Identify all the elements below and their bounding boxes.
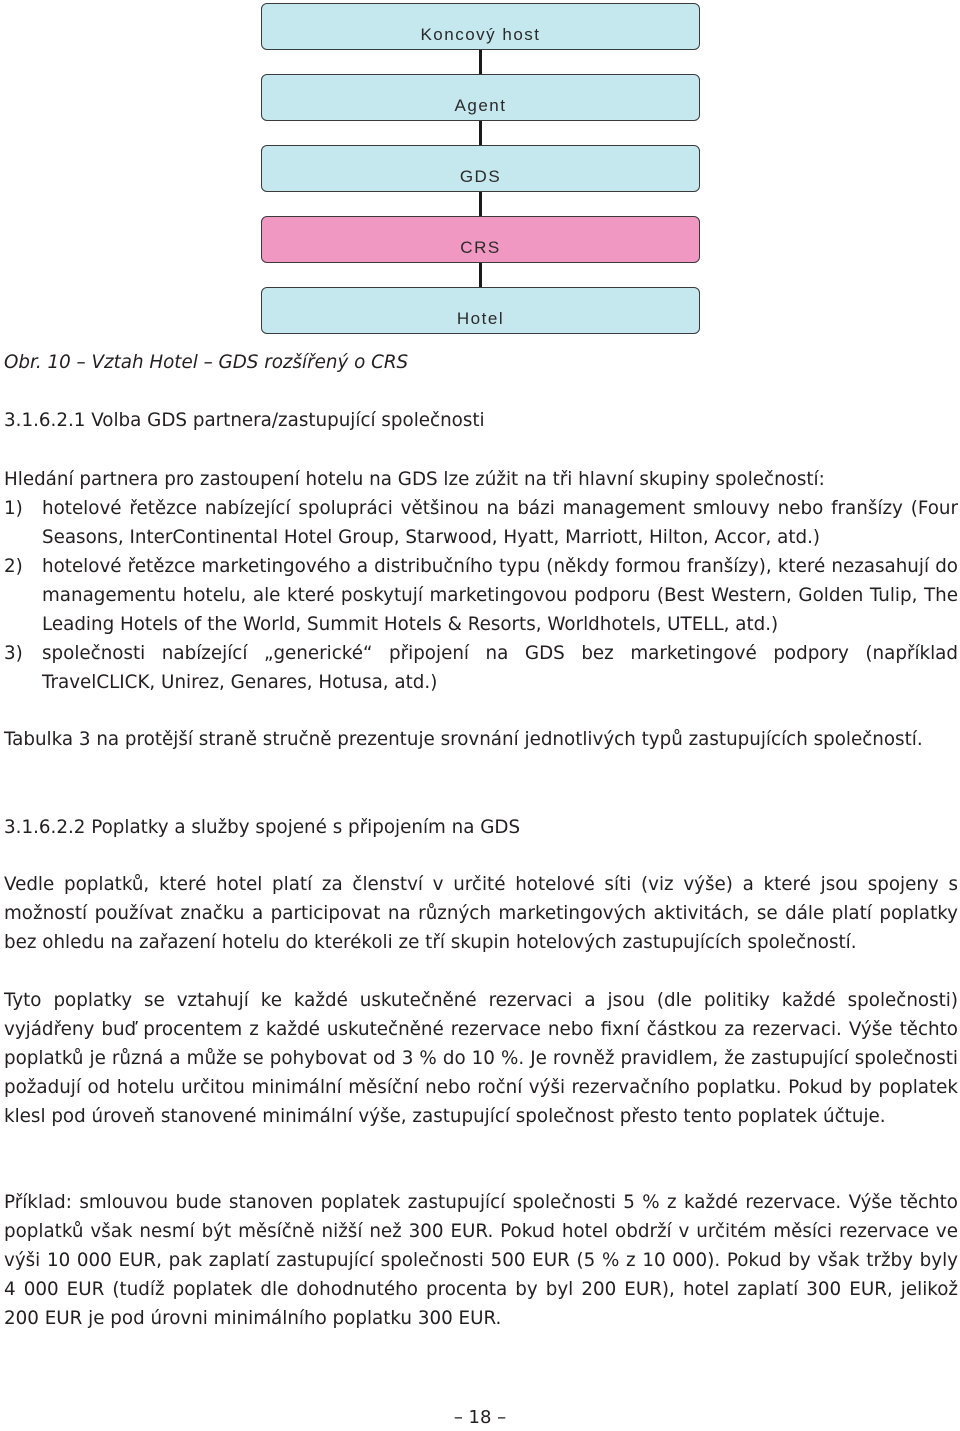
diagram-box-gds bbox=[261, 145, 700, 192]
diagram-box-label: Agent bbox=[454, 96, 507, 115]
diagram-connector bbox=[479, 192, 482, 216]
company-groups-list bbox=[4, 494, 958, 697]
diagram-box-crs bbox=[261, 216, 700, 263]
list-item-number: 3) bbox=[4, 643, 23, 664]
diagram-box-hotel bbox=[261, 287, 700, 334]
diagram-box-label: GDS bbox=[459, 167, 502, 186]
diagram-connector bbox=[479, 263, 482, 287]
figure-caption: Obr. 10 – Vztah Hotel – GDS rozšířený o CRS bbox=[4, 352, 409, 373]
intro-paragraph: Hledání partnera pro zastoupení hotelu na GDS lze zúžit na tři hlavní skupiny společností: bbox=[4, 469, 825, 490]
list-item-number: 1) bbox=[4, 498, 23, 519]
diagram-connector bbox=[479, 121, 482, 145]
diagram-box-label: Hotel bbox=[456, 309, 505, 328]
diagram-connector bbox=[479, 50, 482, 74]
list-item-number: 2) bbox=[4, 556, 23, 577]
diagram-box-label: CRS bbox=[460, 238, 501, 257]
example-paragraph: Příklad: smlouvou bude stanoven poplatek zastupující společnosti 5 % z každé rezervace. Výše těchto poplatků však nesmí být měsíčně nižší než 300 EUR. Pokud hotel obdrží v určitém měsíci rezervace ve výši 10 000 EUR, pak zaplatí zastupující společnosti 500 EUR (5 % z 10 000). Pokud by však tržby byly 4 000 EUR (tudíž poplatek dle dohodnutého procenta by byl 200 EUR), hotel zaplatí 300 EUR, jelikož 200 EUR je pod úrovni minimálního poplatku 300 EUR. bbox=[4, 1192, 958, 1329]
list-item bbox=[4, 494, 958, 552]
table-reference-paragraph: Tabulka 3 na protější straně stručně prezentuje srovnání jednotlivých typů zastupujících společností. bbox=[4, 729, 923, 750]
hierarchy-diagram bbox=[0, 0, 960, 340]
list-item-text: hotelové řetězce marketingového a distribučního typu (někdy formou franšízy), které nezasahují do managementu hotelu, ale které poskytují marketingovou podporu (Best Western, Golden Tulip, The Leading Hotels of the World, Summit Hotels & Resorts, Worldhotels, UTELL, atd.) bbox=[42, 556, 958, 635]
list-item-text: společnosti nabízející „generické“ připojení na GDS bez marketingové podpory (například TravelCLICK, Unirez, Genares, Hotusa, atd.) bbox=[42, 643, 958, 693]
section-heading: 3.1.6.2.1 Volba GDS partnera/zastupující společnosti bbox=[4, 410, 485, 431]
body-paragraph: Vedle poplatků, které hotel platí za členství v určité hotelové síti (viz výše) a které jsou spojeny s možností používat značku a participovat na různých marketingových aktivitách, se dále platí poplatky bez ohledu na zařazení hotelu do kterékoli ze tří skupin hotelových zastupujících společností. bbox=[4, 874, 958, 953]
list-item bbox=[4, 639, 958, 697]
page-number: – 18 – bbox=[453, 1407, 507, 1428]
diagram-box-koncovy-host bbox=[261, 3, 700, 50]
list-item bbox=[4, 552, 958, 639]
body-paragraph: Tyto poplatky se vztahují ke každé uskutečněné rezervaci a jsou (dle politiky každé společnosti) vyjádřeny buď procentem z každé uskutečněné rezervace nebo fixní částkou za rezervaci. Výše těchto poplatků je různá a může se pohybovat od 3 % do 10 %. Je rovněž pravidlem, že zastupující společnosti požadují od hotelu určitou minimální měsíční nebo roční výši rezervačního poplatku. Pokud by poplatek klesl pod úroveň stanovené minimální výše, zastupující společnost přesto tento poplatek účtuje. bbox=[4, 990, 958, 1127]
section-heading: 3.1.6.2.2 Poplatky a služby spojené s připojením na GDS bbox=[4, 817, 521, 838]
diagram-box-label: Koncový host bbox=[420, 25, 541, 44]
diagram-box-agent bbox=[261, 74, 700, 121]
list-item-text: hotelové řetězce nabízející spolupráci většinou na bázi management smlouvy nebo franšízy (Four Seasons, InterContinental Hotel Group, Starwood, Hyatt, Marriott, Hilton, Accor, atd.) bbox=[42, 498, 958, 548]
